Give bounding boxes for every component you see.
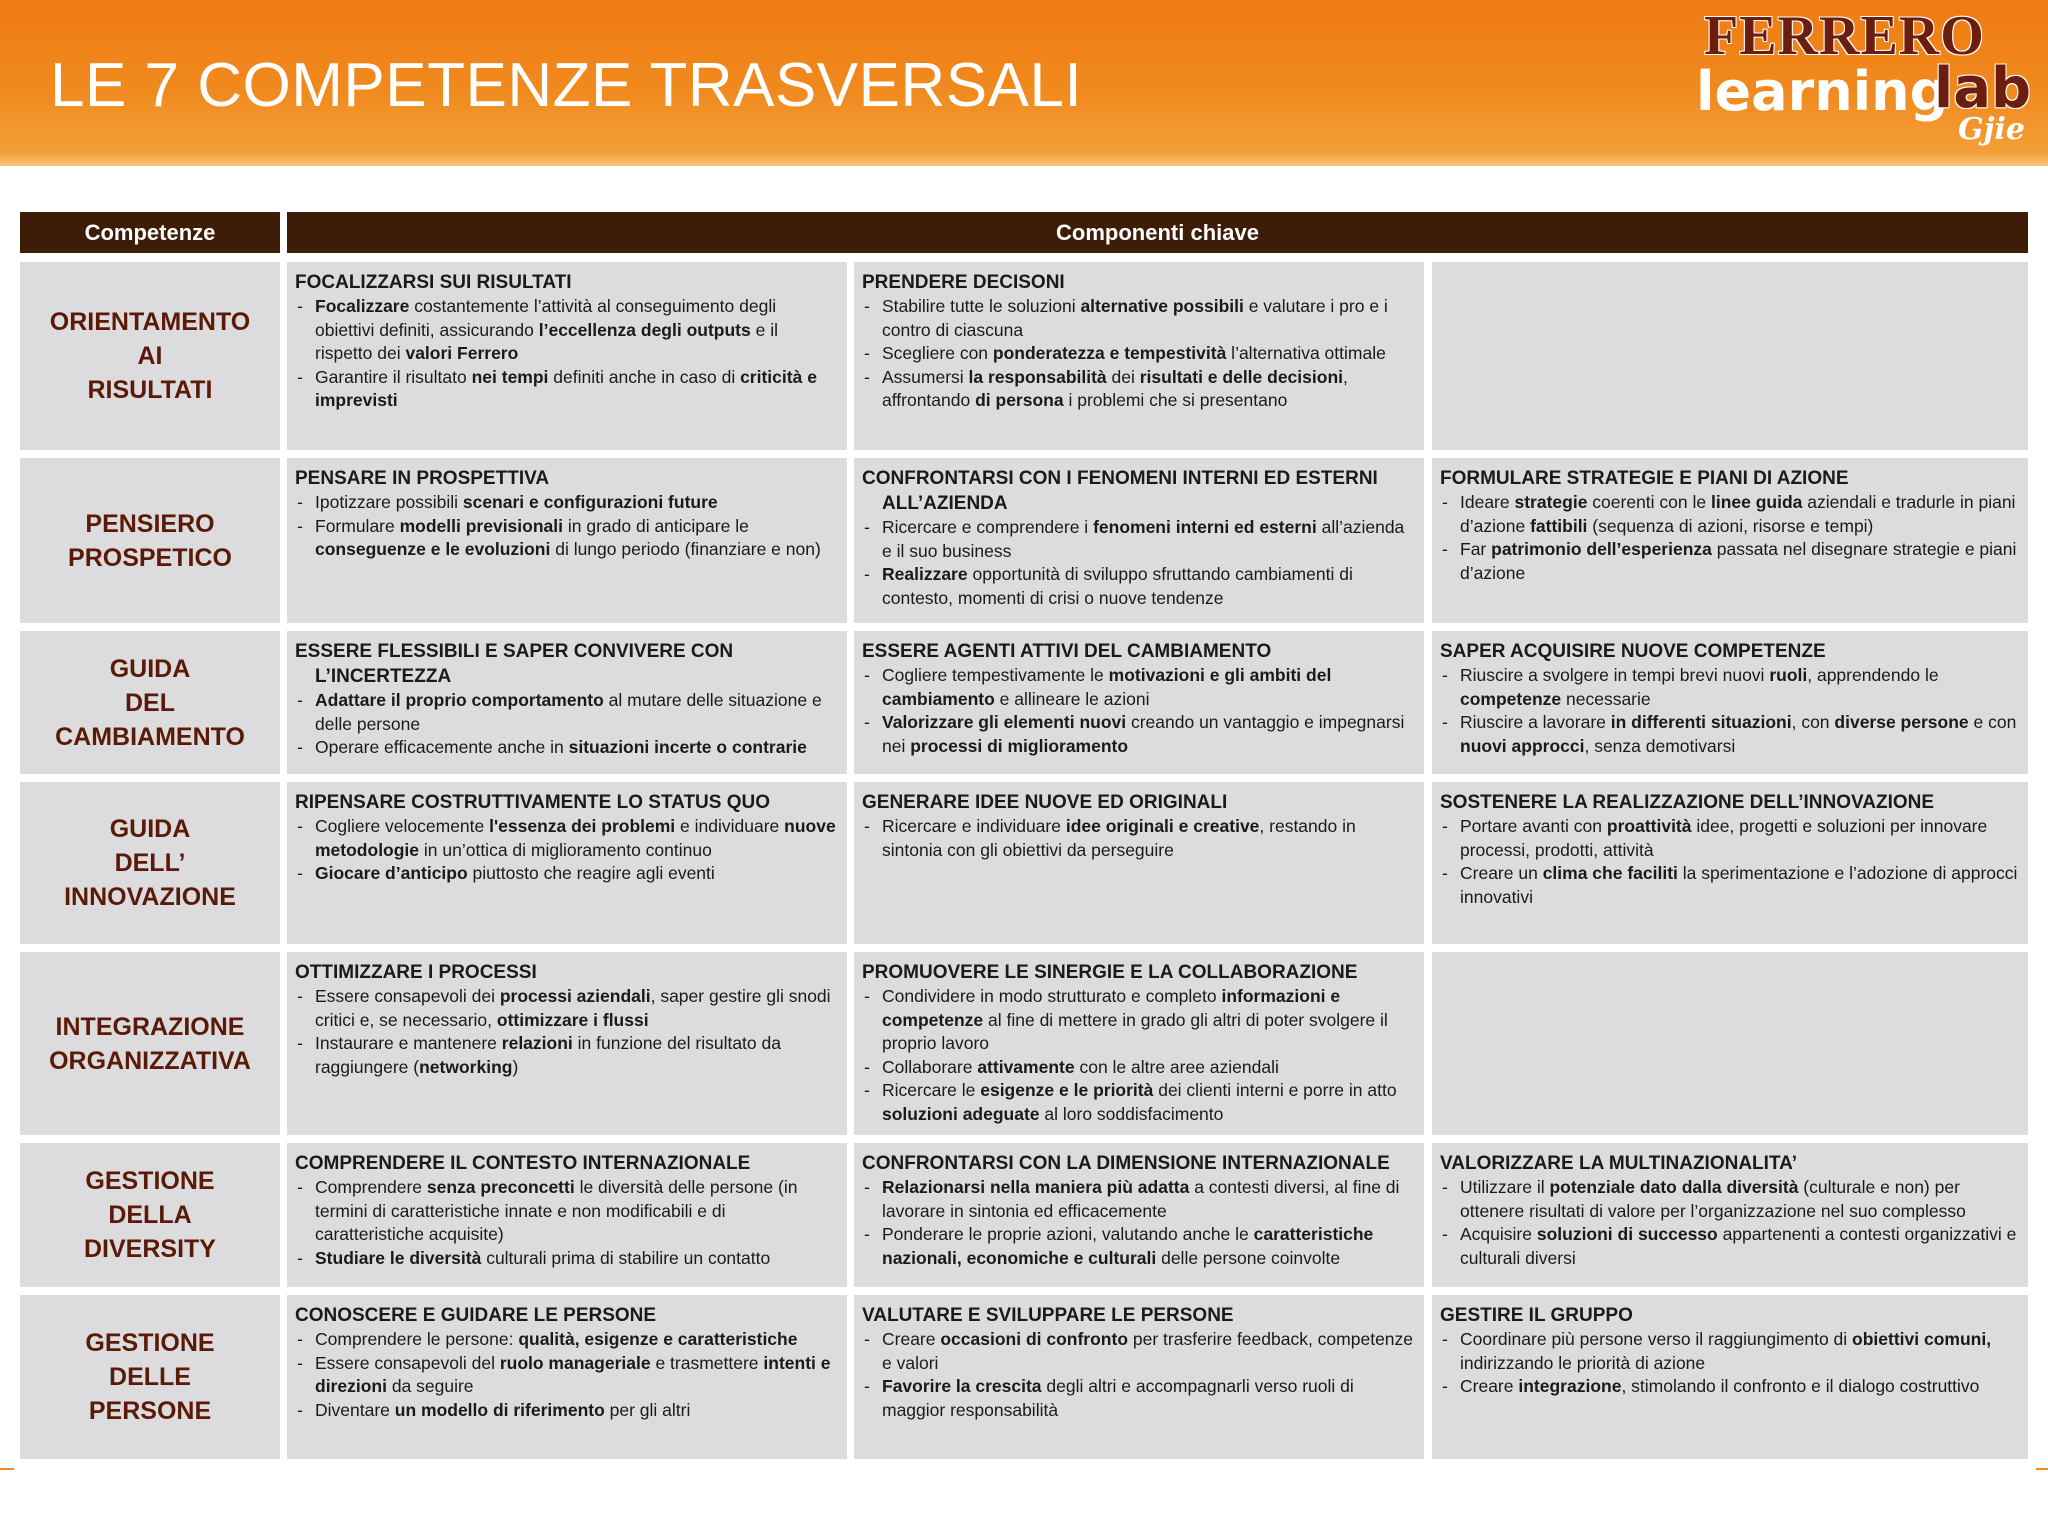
text: Formulare [315,515,400,536]
bold-text: caratteristiche nazionali, economiche e culturali [882,1224,1374,1268]
bullet-item [862,985,1416,1056]
text: e individuare [675,816,785,836]
text: Condividere in modo strutturato e completo [882,986,1222,1006]
text: le diversità delle persone (in termini di caratteristiche innate e non modificabili e di caratteristiche acquisite) [315,1177,798,1245]
bullet-item [295,815,839,862]
key-component-cell [287,262,847,450]
text: con le altre aree aziendali [1074,1056,1279,1077]
key-component-title: PROMUOVERE LE SINERGIE E LA COLLABORAZIONE [862,962,1358,983]
bold-text: in differenti situazioni [1610,712,1792,733]
key-component-cell [287,1143,847,1287]
bold-text: integrazione [1518,1376,1622,1397]
text: opportunità di sviluppo sfruttando cambiamenti di contesto, momenti di crisi o nuove tendenze [882,564,1353,608]
bullet-item [862,1079,1416,1126]
bold-text: relazioni [501,1033,573,1054]
key-component-cell [854,262,1424,450]
text: Essere consapevoli del [315,1352,500,1373]
key-component-cell [287,458,847,623]
key-component-title: PENSARE IN PROSPETTIVA [295,468,550,489]
bullet-item [862,664,1416,711]
text: , affrontando [882,366,1348,411]
text: Ricercare e individuare [882,816,1066,836]
text: di lungo periodo (finanziare e non) [550,539,821,560]
text: in un’ottica di miglioramento continuo [419,839,712,860]
text: la sperimentazione e l’adozione di approcci innovativi [1460,863,2018,907]
text: coerenti con le [1587,492,1711,512]
bold-text: motivazioni e gli ambiti del cambiamento [882,665,1332,709]
key-component-cell [1432,1143,2028,1287]
text: Assumersi [882,366,969,387]
bold-text: obiettivi comuni, [1852,1329,1992,1349]
text: Scegliere con [882,343,993,364]
text: e trasmettere [650,1352,764,1373]
key-component-cell [854,782,1424,944]
text: in funzione del risultato da raggiungere ( [315,1033,781,1077]
key-component-cell [854,458,1424,623]
bold-text: occasioni di confronto [940,1329,1129,1349]
header-banner [0,0,2048,166]
key-component-bullets [295,689,839,760]
text: per trasferire feedback, competenze e valori [882,1329,1414,1373]
bullet-item [862,711,1416,758]
text: creando un vantaggio e impegnarsi nei [882,712,1405,756]
bold-text: Studiare le diversità [315,1247,482,1268]
bold-text: attivamente [977,1056,1075,1077]
bold-text: linee guida [1710,492,1803,512]
key-component-bullets [295,491,839,562]
key-component-bullets [862,1176,1416,1270]
bold-text: ruolo manageriale [499,1352,651,1373]
bullet-item [295,295,839,366]
bold-text: esigenze e le priorità [980,1080,1154,1101]
competence-label: GUIDA DELL’ INNOVAZIONE [20,782,280,944]
bullet-item [1440,1223,2020,1270]
key-component-title: FORMULARE STRATEGIE E PIANI DI AZIONE [1440,468,1849,489]
key-component-cell [1432,1295,2028,1459]
key-component-cell [1432,782,2028,944]
bold-text: ottimizzare i flussi [496,1009,649,1030]
key-component-title: GESTIRE IL GRUPPO [1440,1305,1633,1326]
text: Cogliere tempestivamente le [882,665,1109,685]
bold-text: un modello di riferimento [394,1399,605,1420]
key-component-title: PRENDERE DECISONI [862,272,1065,293]
competence-label: PENSIERO PROSPETICO [20,458,280,623]
text: Ricercare e comprendere i [882,517,1094,537]
bold-text: qualità, esigenze e caratteristiche [518,1329,798,1349]
key-component-bullets [862,295,1416,413]
empty-cell [1432,262,2028,450]
key-component-bullets [1440,491,2020,585]
bullet-item [1440,491,2020,538]
bullet-item [862,516,1416,563]
bold-text: potenziale dato dalla diversità [1549,1177,1799,1197]
bold-text: nei tempi [471,366,549,387]
bullet-item [295,515,839,562]
text: da seguire [386,1376,474,1397]
bold-text: Focalizzare [315,296,410,316]
key-component-title: VALORIZZARE LA MULTINAZIONALITA’ [1440,1153,1798,1174]
bold-text: competenze [1460,688,1562,709]
text: Instaurare e mantenere [315,1033,502,1054]
key-component-bullets [862,516,1416,610]
bold-text: ruoli [1769,665,1808,685]
competence-label: GESTIONE DELLE PERSONE [20,1295,280,1459]
text: necessarie [1561,688,1651,709]
key-component-title: VALUTARE E SVILUPPARE LE PERSONE [862,1305,1234,1326]
text: Portare avanti con [1460,816,1607,836]
text: Cogliere velocemente [315,816,490,836]
key-component-bullets [295,815,839,886]
text: Ipotizzare possibili [315,492,463,512]
text: Ricercare le [882,1080,981,1101]
text: e valutare i pro e i contro di ciascuna [882,296,1388,340]
bold-text: valori Ferrero [405,343,519,364]
text: , senza demotivarsi [1584,735,1736,756]
text: Stabilire tutte le soluzioni [882,296,1081,316]
text: idee, progetti e soluzioni per innovare processi, prodotti, attività [1460,816,1988,860]
text: , restando in sintonia con gli obiettivi da perseguire [882,816,1356,860]
key-component-cell [854,1143,1424,1287]
bullet-item [295,862,839,886]
column-header-competenze: Competenze [20,212,280,253]
text: indirizzando le priorità di azione [1460,1352,1706,1373]
key-component-bullets [1440,1328,2020,1399]
bold-text: informazioni e competenze [882,986,1341,1030]
text: , con [1791,712,1835,733]
logo-signature: Gjie [1958,112,2025,147]
key-component-cell [854,1295,1424,1459]
bold-text: modelli previsionali [399,515,563,536]
bullet-item [295,985,839,1032]
text: e allineare le azioni [994,688,1150,709]
key-component-cell [287,631,847,774]
key-component-cell [854,952,1424,1135]
competence-label: ORIENTAMENTO AI RISULTATI [20,262,280,450]
ferrero-learning-lab-logo [1696,4,2042,160]
text: dei [1106,366,1140,387]
key-component-title: RIPENSARE COSTRUTTIVAMENTE LO STATUS QUO [295,792,771,813]
key-component-bullets [1440,815,2020,909]
key-component-cell [287,782,847,944]
footer-line-left [0,1468,14,1470]
bullet-item [295,1352,839,1399]
text: aziendali e tradurle in piani d’azione [1460,492,2016,536]
bullet-item [862,563,1416,610]
text: Operare efficacemente anche in [315,737,569,758]
text: Collaborare [882,1056,978,1077]
bullet-item [1440,538,2020,585]
bullet-item [1440,815,2020,862]
key-component-bullets [1440,664,2020,758]
text: Garantire il risultato [315,366,472,387]
bullet-item [1440,711,2020,758]
bullet-item [862,1328,1416,1375]
key-component-title: GENERARE IDEE NUOVE ED ORIGINALI [862,792,1228,813]
bullet-item [1440,664,2020,711]
text: Riuscire a svolgere in tempi brevi nuovi [1460,665,1770,685]
bullet-item [1440,1375,2020,1399]
bold-text: criticità e imprevisti [315,366,817,411]
bullet-item [862,1375,1416,1422]
text: all’azienda e il suo business [882,517,1405,561]
bullet-item [295,1399,839,1423]
bold-text: Adattare il proprio comportamento [315,690,604,710]
bold-text: risultati e delle decisioni [1139,366,1343,387]
text: Comprendere [315,1177,427,1197]
competence-label: GESTIONE DELLA DIVERSITY [20,1143,280,1287]
key-component-bullets [862,815,1416,862]
text: Coordinare più persone verso il raggiungimento di [1460,1329,1853,1349]
bold-text: senza preconcetti [426,1177,575,1197]
bold-text: idee originali e creative [1065,816,1260,836]
bold-text: la responsabilità [968,366,1107,387]
bullet-item [295,1247,839,1271]
bullet-item [295,1176,839,1247]
text: , saper gestire gli snodi critici e, se necessario, [315,986,831,1030]
bullet-item [862,815,1416,862]
bullet-item [862,1056,1416,1080]
text: , stimolando il confronto e il dialogo costruttivo [1621,1376,1980,1397]
bold-text: processi di miglioramento [910,735,1129,756]
bold-text: di persona [975,390,1064,411]
bullet-item [295,1032,839,1079]
bold-text: Relazionarsi nella maniera più adatta [882,1177,1190,1197]
competence-label: INTEGRAZIONE ORGANIZZATIVA [20,952,280,1135]
text: al fine di mettere in grado gli altri di poter svolgere il proprio lavoro [882,1009,1388,1054]
footer-line-right [2036,1468,2048,1470]
bold-text: nuove metodologie [315,816,836,860]
text: al mutare delle situazione e delle persone [315,690,822,734]
text: al loro soddisfacimento [1039,1103,1224,1124]
bold-text: l'essenza dei problemi [489,816,676,836]
text: Creare un [1460,863,1543,884]
bullet-item [295,736,839,760]
key-component-title: ESSERE AGENTI ATTIVI DEL CAMBIAMENTO [862,641,1272,662]
text: piuttosto che reagire agli eventi [467,863,715,884]
bold-text: nuovi approcci [1460,735,1585,756]
page-title: LE 7 COMPETENZE TRASVERSALI [50,51,1083,120]
key-component-bullets [1440,1176,2020,1270]
text: degli altri e accompagnarli verso ruoli di maggior responsabilità [882,1376,1354,1420]
bold-text: fattibili [1530,515,1588,536]
key-component-title: CONFRONTARSI CON LA DIMENSIONE INTERNAZIONALE [862,1153,1390,1174]
bold-text: proattività [1606,816,1692,836]
key-component-cell [1432,458,2028,623]
key-component-title: OTTIMIZZARE I PROCESSI [295,962,537,983]
key-component-bullets [295,985,839,1079]
bullet-item [295,491,839,515]
bold-text: networking [419,1056,513,1077]
bold-text: Giocare d’anticipo [315,863,468,884]
bullet-item [1440,1176,2020,1223]
text: Diventare [315,1399,395,1420]
empty-cell [1432,952,2028,1135]
bold-text: clima che faciliti [1542,863,1678,884]
key-component-title: SOSTENERE LA REALIZZAZIONE DELL’INNOVAZIONE [1440,792,1935,813]
key-component-title: CONFRONTARSI CON I FENOMENI INTERNI ED ESTERNI ALL’AZIENDA [862,468,1378,514]
text: dei clienti interni e porre in atto [1153,1080,1397,1101]
key-component-bullets [862,664,1416,758]
text: definiti anche in caso di [548,366,741,387]
bold-text: alternative possibili [1080,296,1244,316]
bullet-item [295,689,839,736]
text: Comprendere le persone: [315,1329,519,1349]
key-component-title: COMPRENDERE IL CONTESTO INTERNAZIONALE [295,1153,751,1174]
competence-label: GUIDA DEL CAMBIAMENTO [20,631,280,774]
bold-text: conseguenze e le evoluzioni [315,539,551,560]
bullet-item [1440,862,2020,909]
key-component-title: CONOSCERE E GUIDARE LE PERSONE [295,1305,657,1326]
text: Acquisire [1460,1224,1537,1245]
key-component-bullets [295,1328,839,1422]
text: passata nel disegnare strategie e piani d’azione [1460,539,2017,583]
bold-text: Realizzare [882,564,968,585]
text: appartenenti a contesti organizzativi e culturali diversi [1460,1224,2017,1268]
text: Creare [882,1329,941,1349]
text: Creare [1460,1376,1519,1397]
text: , apprendendo le [1807,665,1939,685]
column-header-componenti: Componenti chiave [287,212,2028,253]
bold-text: patrimonio dell’esperienza [1491,539,1712,560]
bullet-item [295,1328,839,1352]
bullet-item [295,366,839,413]
key-component-bullets [295,295,839,413]
text: per gli altri [604,1399,691,1420]
key-component-title: FOCALIZZARSI SUI RISULTATI [295,272,572,293]
logo-brand: FERRERO [1704,5,1985,67]
bullet-item [862,1176,1416,1223]
text: Far [1460,539,1492,560]
bold-text: intenti e direzioni [315,1352,831,1397]
text: a contesti diversi, al fine di lavorare in sintonia ed efficacemente [882,1177,1400,1221]
bold-text: processi aziendali [499,986,651,1006]
bold-text: scenari e configurazioni future [462,492,718,512]
bold-text: situazioni incerte o contrarie [568,737,807,758]
bold-text: diverse persone [1834,712,1969,733]
key-component-bullets [862,1328,1416,1422]
text: delle persone coinvolte [1156,1247,1341,1268]
key-component-bullets [862,985,1416,1127]
text: (sequenza di azioni, risorse e tempi) [1587,515,1874,536]
key-component-cell [854,631,1424,774]
key-component-cell [287,952,847,1135]
bold-text: strategie [1514,492,1588,512]
text: l’alternativa ottimale [1226,343,1386,364]
bold-text: l’eccellenza degli outputs [538,319,751,340]
text: in grado di anticipare le [563,515,749,536]
key-component-title: SAPER ACQUISIRE NUOVE COMPETENZE [1440,641,1826,662]
bullet-item [862,295,1416,342]
bold-text: fenomeni interni ed esterni [1093,517,1317,537]
text: costantemente l’attività al conseguimento degli obiettivi definiti, assicurando [315,296,777,340]
text: (culturale e non) per ottenere risultati di valore per l’organizzazione nel suo complesso [1460,1177,1966,1221]
text: Ideare [1460,492,1515,512]
bold-text: Favorire la crescita [882,1376,1042,1397]
bullet-item [1440,1328,2020,1375]
logo-line2: lab [1934,56,2032,121]
key-component-cell [287,1295,847,1459]
key-component-title: ESSERE FLESSIBILI E SAPER CONVIVERE CON L’INCERTEZZA [295,641,734,687]
bold-text: soluzioni di successo [1536,1224,1718,1245]
bold-text: ponderatezza e tempestività [992,343,1227,364]
text: i problemi che si presentano [1063,390,1288,411]
key-component-cell [1432,631,2028,774]
text: Utilizzare il [1460,1177,1550,1197]
logo-line1: learning [1696,60,1949,123]
bullet-item [862,1223,1416,1270]
text: Riuscire a lavorare [1460,712,1611,733]
bullet-item [862,342,1416,366]
text: e il rispetto dei [315,319,778,364]
text: ) [512,1056,519,1077]
text: Ponderare le proprie azioni, valutando anche le [882,1224,1254,1245]
key-component-bullets [295,1176,839,1270]
bullet-item [862,366,1416,413]
text: culturali prima di stabilire un contatto [481,1247,771,1268]
text: Essere consapevoli dei [315,986,500,1006]
bold-text: soluzioni adeguate [882,1103,1040,1124]
text: e con [1968,712,2017,733]
bold-text: Valorizzare gli elementi nuovi [882,712,1127,733]
